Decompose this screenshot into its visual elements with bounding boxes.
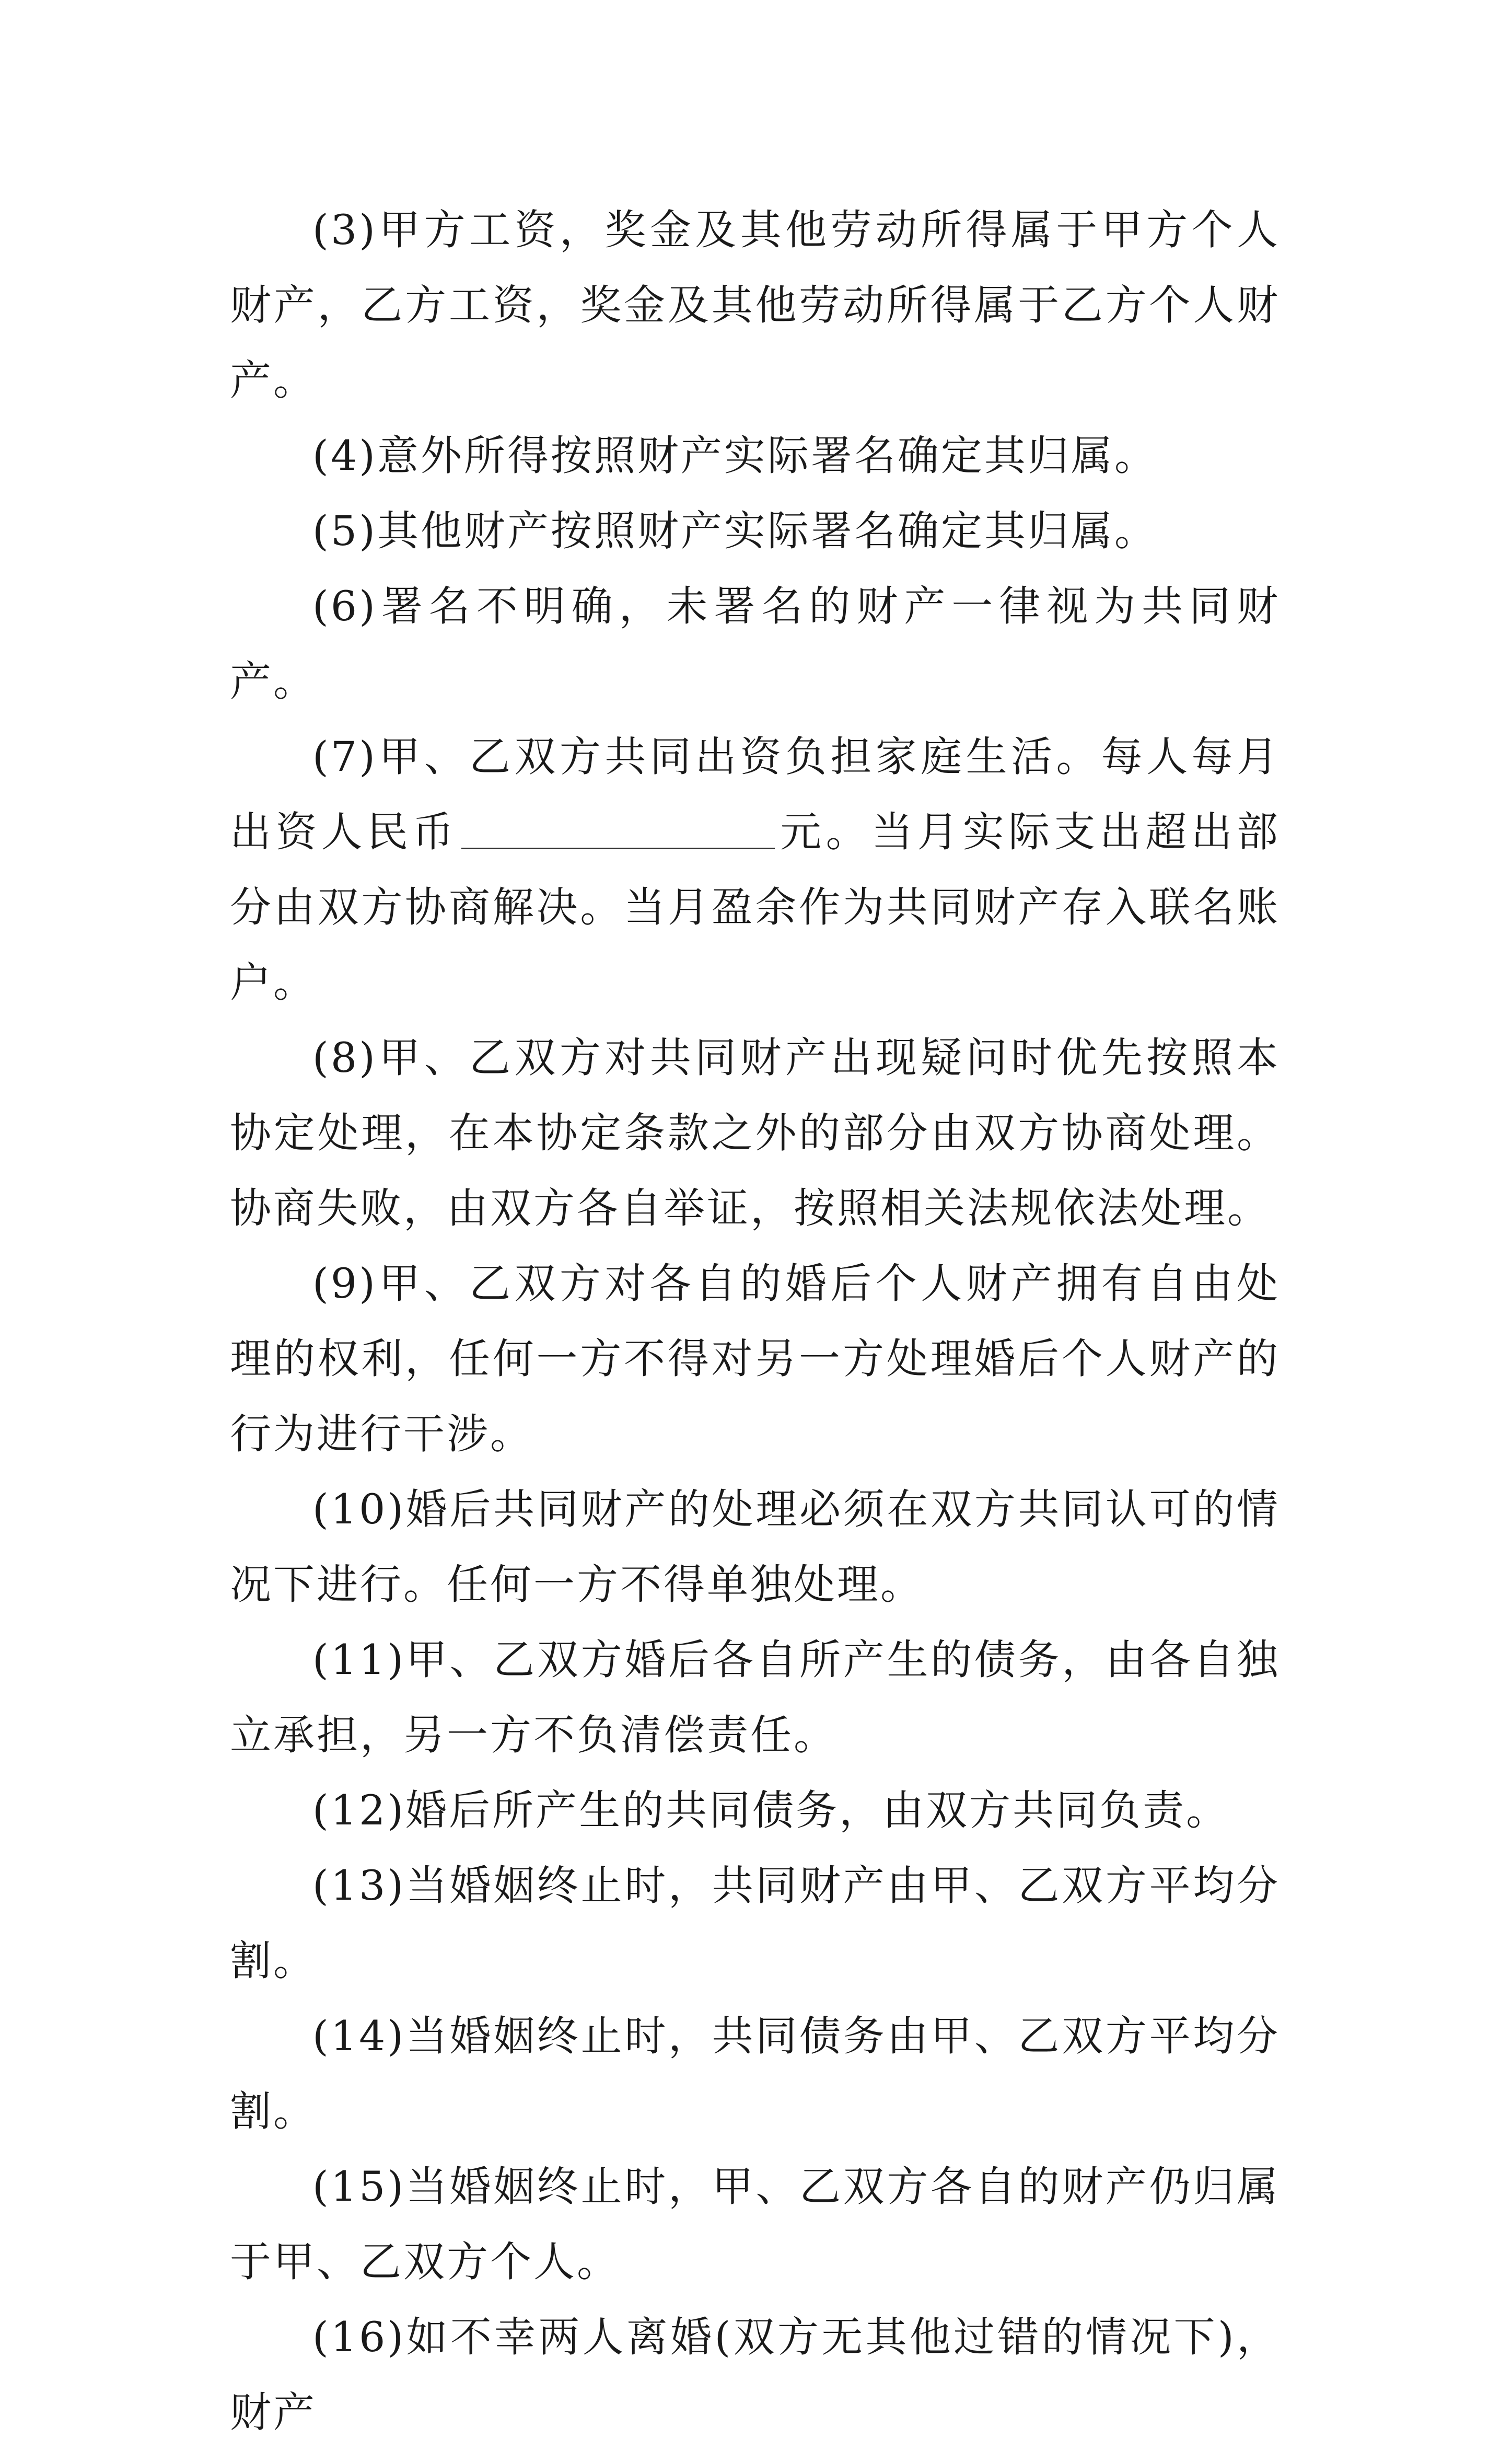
clause-5: (5)其他财产按照财产实际署名确定其归属。 xyxy=(312,507,1158,555)
clause-6: (6)署名不明确，未署名的财产一律视为共同财产。 xyxy=(230,582,1280,706)
clause-14: (14)当婚姻终止时，共同债务由甲、乙双方平均分割。 xyxy=(230,2012,1280,2135)
clause-7 xyxy=(230,719,1280,1020)
clause-4: (4)意外所得按照财产实际署名确定其归属。 xyxy=(312,432,1158,480)
document-body xyxy=(230,192,1280,2450)
amount-blank-line xyxy=(461,806,775,849)
clause-13: (13)当婚姻终止时，共同财产由甲、乙双方平均分割。 xyxy=(230,1862,1280,1985)
clause-8: (8)甲、乙双方对共同财产出现疑问时优先按照本协定处理，在本协定条款之外的部分由双方协商处理。协商失败，由双方各自举证，按照相关法规依法处理。 xyxy=(230,1034,1280,1232)
clause-15: (15)当婚姻终止时，甲、乙双方各自的财产仍归属于甲、乙双方个人。 xyxy=(230,2163,1280,2286)
clause-12: (12)婚后所产生的共同债务，由双方共同负责。 xyxy=(312,1786,1230,1834)
clause-7-text-before-blank: (7)甲、乙双方共同出资负担家庭生活。每人每月出资人民币 xyxy=(230,733,1280,856)
clause-10: (10)婚后共同财产的处理必须在双方共同认可的情况下进行。任何一方不得单独处理。 xyxy=(230,1485,1280,1609)
clause-7-text-after-blank: 元。当月实际支出超出部分由双方协商解决。当月盈余作为共同财产存入联名账户。 xyxy=(230,808,1280,1007)
clause-3: (3)甲方工资，奖金及其他劳动所得属于甲方个人财产，乙方工资，奖金及其他劳动所得属于乙方个人财产。 xyxy=(230,206,1280,405)
clause-11: (11)甲、乙双方婚后各自所产生的债务，由各自独立承担，另一方不负清偿责任。 xyxy=(230,1636,1280,1759)
clause-16: (16)如不幸两人离婚(双方无其他过错的情况下)，财产 xyxy=(230,2313,1280,2436)
clause-9: (9)甲、乙双方对各自的婚后个人财产拥有自由处理的权利，任何一方不得对另一方处理婚后个人财产的行为进行干涉。 xyxy=(230,1259,1280,1458)
